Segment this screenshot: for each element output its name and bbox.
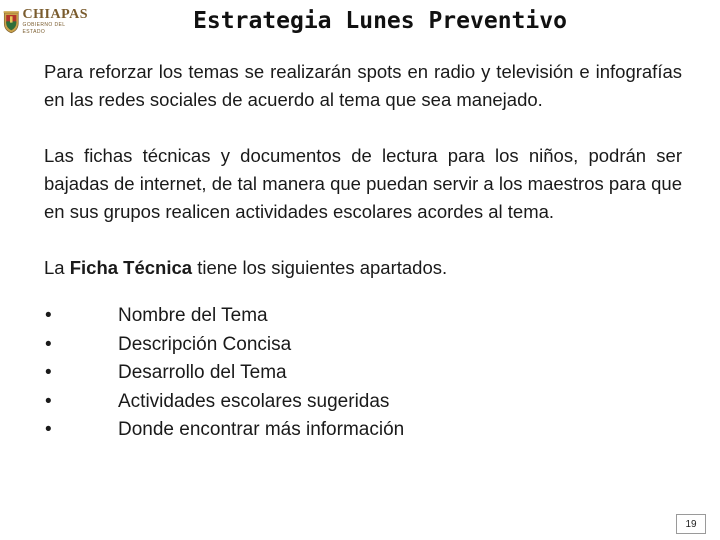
list-item — [44, 388, 682, 417]
body-content — [44, 58, 682, 445]
sections-list — [44, 302, 682, 445]
ficha-intro — [44, 254, 682, 282]
bullet-icon: • — [45, 390, 52, 412]
bullet-icon: • — [45, 305, 52, 326]
bullet-icon: • — [45, 362, 52, 383]
logo-subtitle: GOBIERNO DEL ESTADO — [22, 22, 66, 35]
list-item-label: Descripción Concisa — [118, 333, 292, 355]
ficha-intro-after: tiene los siguientes apartados. — [192, 257, 448, 278]
list-item-label: Desarrollo del Tema — [118, 362, 287, 383]
logo-brand-name: CHIAPAS — [22, 7, 88, 22]
paragraph-fichas: Las fichas técnicas y documentos de lectura para los niños, podrán ser bajadas de internet, de tal manera que puedan servir a los maestros para que en sus grupos realicen actividades escolares acordes al tema. — [44, 145, 682, 222]
list-item — [44, 302, 682, 331]
list-item — [44, 416, 682, 445]
bullet-icon: • — [45, 419, 52, 440]
ficha-intro-bold: Ficha Técnica — [69, 257, 193, 278]
list-item — [44, 359, 682, 388]
ficha-intro-before: La — [44, 257, 70, 278]
list-item-label: Nombre del Tema — [118, 305, 268, 326]
list-item — [44, 331, 682, 360]
page-number: 19 — [676, 514, 706, 534]
list-item-label: Actividades escolares sugeridas — [118, 390, 390, 412]
paragraph-spots: Para reforzar los temas se realizarán spots en radio y televisión e infografías en las redes sociales de acuerdo al tema que sea manejado. — [44, 61, 682, 110]
list-item-label: Donde encontrar más información — [118, 419, 405, 440]
bullet-icon: • — [45, 333, 52, 355]
page-title: Estrategia Lunes Preventivo — [193, 8, 567, 34]
